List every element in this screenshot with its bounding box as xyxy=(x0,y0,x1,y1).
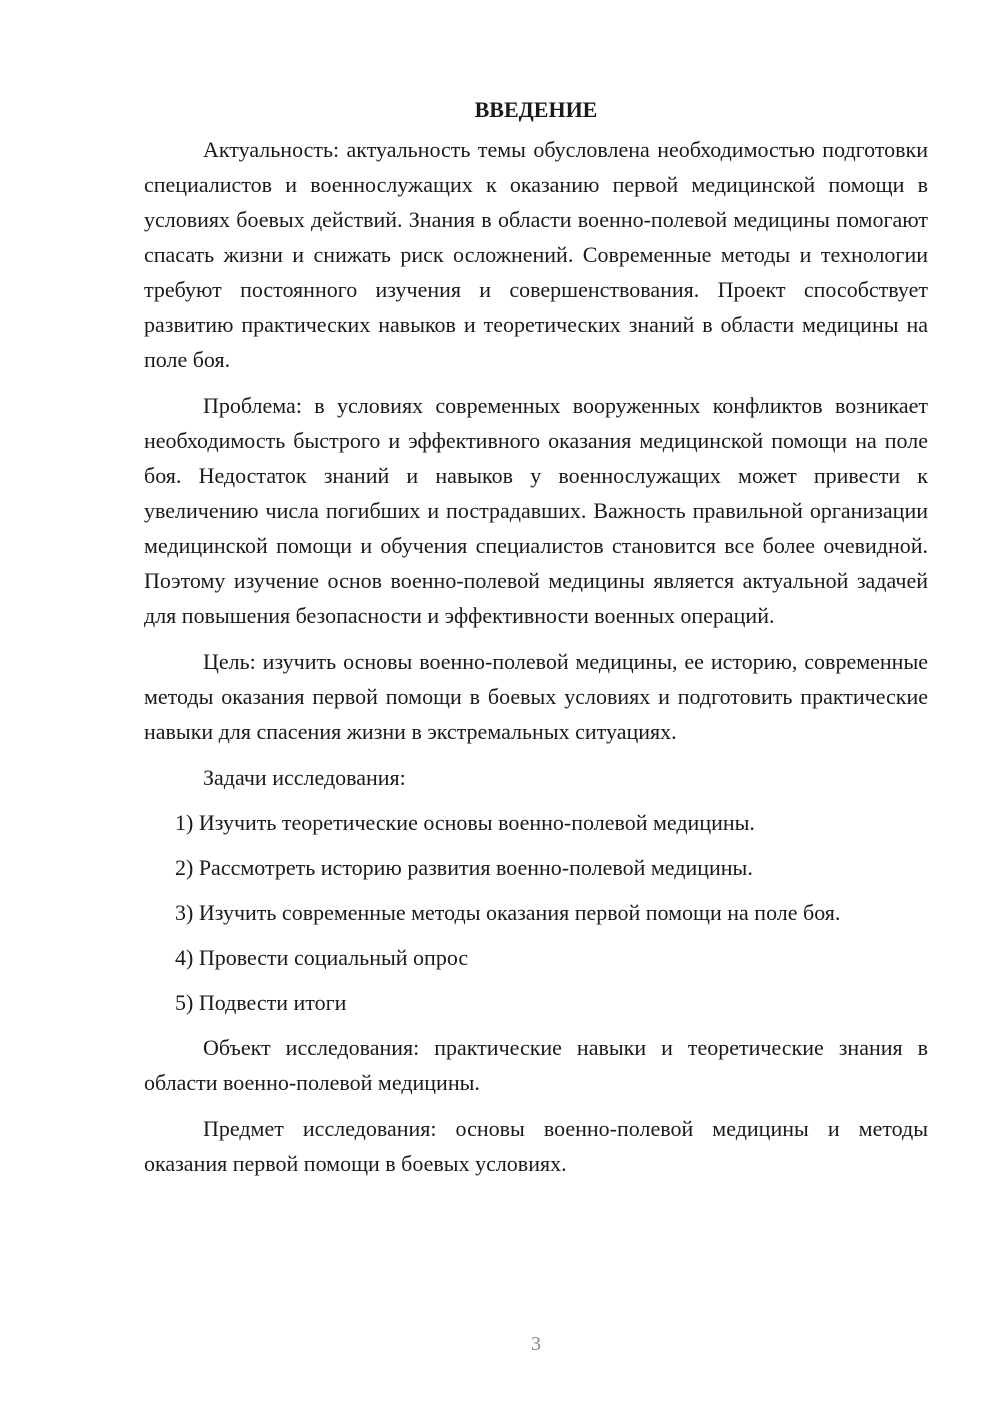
object-paragraph: Объект исследования: практические навыки и теоретические знания в области военно-полевой медицины. xyxy=(144,1035,928,1095)
tasks-heading: Задачи исследования: xyxy=(203,765,406,790)
tasks-list xyxy=(144,805,928,1020)
task-item: 4) Провести социальный опрос xyxy=(175,945,469,970)
relevance-paragraph: Актуальность: актуальность темы обусловлена необходимостью подготовки специалистов и военнослужащих к оказанию первой медицинской помощи в условиях боевых действий. Знания в области военно-полевой медицины помогают спасать жизни и снижать риск осложнений. Современные методы и технологии требуют постоянного изучения и совершенствования. Проект способствует развитию практических навыков и теоретических знаний в области медицины на поле боя. xyxy=(144,137,928,372)
task-item: 2) Рассмотреть историю развития военно-полевой медицины. xyxy=(175,855,753,880)
page-number: 3 xyxy=(531,1333,541,1355)
page-title: ВВЕДЕНИЕ xyxy=(474,97,598,122)
task-item: 5) Подвести итоги xyxy=(175,990,347,1015)
goal-paragraph: Цель: изучить основы военно-полевой медицины, ее историю, современные методы оказания первой помощи в боевых условиях и подготовить практические навыки для спасения жизни в экстремальных ситуациях. xyxy=(144,649,928,744)
subject-paragraph: Предмет исследования: основы военно-полевой медицины и методы оказания первой помощи в боевых условиях. xyxy=(144,1116,928,1176)
task-item: 1) Изучить теоретические основы военно-полевой медицины. xyxy=(175,810,755,835)
problem-paragraph: Проблема: в условиях современных вооруженных конфликтов возникает необходимость быстрого и эффективного оказания медицинской помощи на поле боя. Недостаток знаний и навыков у военнослужащих может привести к увеличению числа погибших и пострадавших. Важность правильной организации медицинской помощи и обучения специалистов становится все более очевидной. Поэтому изучение основ военно-полевой медицины является актуальной задачей для повышения безопасности и эффективности военных операций. xyxy=(144,393,928,628)
page-content xyxy=(144,92,928,1192)
task-item: 3) Изучить современные методы оказания первой помощи на поле боя. xyxy=(175,900,841,925)
